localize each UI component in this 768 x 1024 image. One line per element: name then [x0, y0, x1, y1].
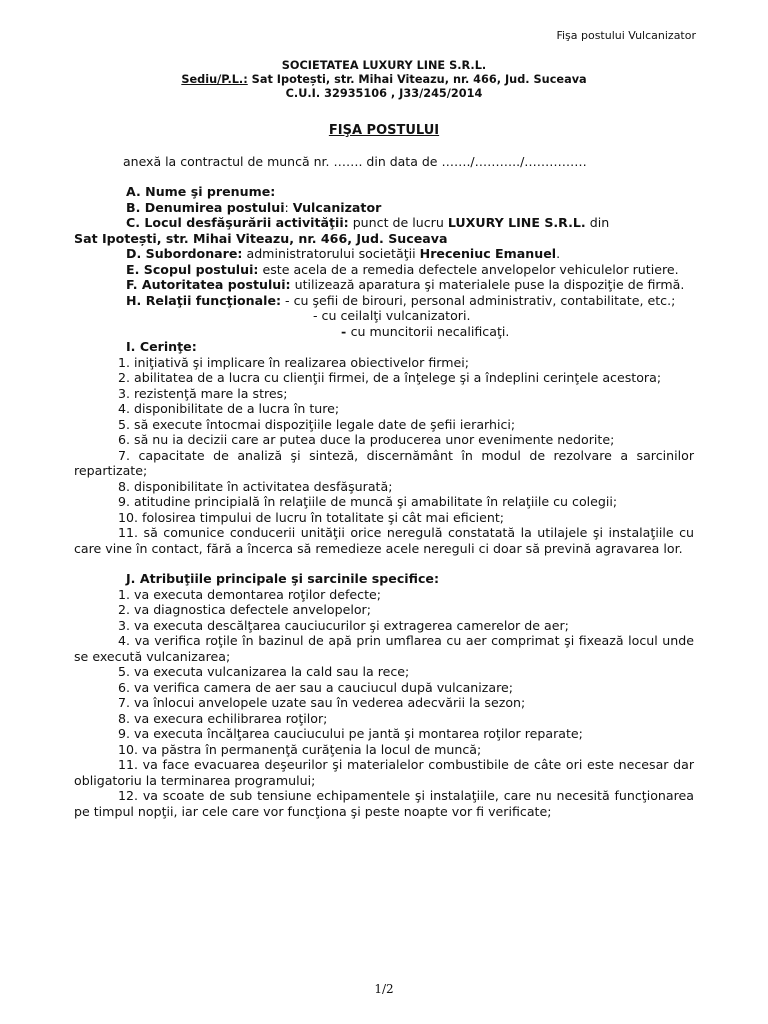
section-c-text1: punct de lucru — [348, 215, 448, 230]
seat-label: Sediu/P.L.: — [181, 73, 248, 86]
section-b-value: Vulcanizator — [292, 199, 382, 215]
spacer — [74, 556, 694, 571]
list-item: 11. să comunice conducerii unităţii orice neregulă constatată la utilajele şi instalaţiile cu care vine în contact, fără a încerca să remedieze acele nereguli ci doar să prevină agravarea lor. — [74, 525, 694, 556]
list-item: 5. să execute întocmai dispoziţiile legale date de şefii ierarhici; — [118, 416, 516, 432]
section-c-label: C. Locul desfăşurării activităţii: — [126, 215, 349, 230]
section-b-label: B. Denumirea postului — [126, 199, 285, 215]
list-item: 1. va executa demontarea roţilor defecte; — [118, 586, 382, 602]
section-h-line3 — [74, 324, 694, 340]
section-b-sep: : — [284, 199, 293, 215]
list-item: 3. va executa descălţarea cauciucurilor şi extragerea camerelor de aer; — [118, 617, 569, 633]
document-body — [74, 184, 694, 819]
section-d-text: administratorului societăţii — [242, 246, 420, 261]
list-item: 4. va verifica roţile în bazinul de apă prin umflarea cu aer comprimat şi fixează locul unde se execută vulcanizarea; — [74, 633, 694, 664]
list-item: 6. va verifica camera de aer sau a cauciucul după vulcanizare; — [118, 679, 513, 695]
section-c-company: LUXURY LINE S.R.L. — [447, 215, 586, 230]
section-c — [74, 215, 694, 231]
section-c-address: Sat Ipotești, str. Mihai Viteazu, nr. 466, Jud. Suceava — [74, 230, 448, 246]
section-a: A. Nume şi prenume: — [126, 184, 276, 199]
section-d — [74, 246, 694, 262]
list-item: 4. disponibilitate de a lucra în ture; — [118, 401, 340, 416]
section-j-label: J. Atribuţiile principale şi sarcinile specifice: — [126, 571, 439, 586]
company-seat — [0, 73, 768, 87]
list-item: 1. iniţiativă şi implicare în realizarea obiectivelor firmei; — [118, 354, 469, 370]
list-item: 9. va executa încălţarea cauciucului pe jantă şi montarea roţilor reparate; — [118, 726, 583, 741]
list-item: 3. rezistenţă mare la stres; — [118, 385, 288, 401]
section-i-list — [74, 355, 694, 557]
section-c-text2: din — [585, 215, 610, 230]
section-i-label: I. Cerinţe: — [126, 339, 197, 354]
section-f — [74, 277, 694, 293]
list-item: 7. va înlocui anvelopele uzate sau în vederea adecvării la sezon; — [118, 695, 526, 710]
section-f-label: F. Autoritatea postului: — [126, 277, 291, 292]
company-name: SOCIETATEA LUXURY LINE S.R.L. — [281, 59, 487, 72]
section-h-line3-text: cu muncitorii necalificaţi. — [350, 323, 510, 339]
list-item: 5. va executa vulcanizarea la cald sau la rece; — [118, 664, 410, 679]
section-f-text: utilizează aparatura şi materialele puse la dispoziţie de firmă. — [290, 277, 685, 292]
list-item: 8. disponibilitate în activitatea desfăşurată; — [118, 478, 393, 494]
seat-address: Sat Ipotești, str. Mihai Viteazu, nr. 466, Jud. Suceava — [247, 73, 587, 86]
list-item: 12. va scoate de sub tensiune echipamentele şi instalaţiile, care nu necesită funcţionarea pe timpul nopţii, iar cele care vor funcţiona şi peste noapte vor fi verificate; — [74, 788, 694, 819]
section-b — [74, 200, 694, 216]
company-block — [0, 59, 768, 101]
section-h-line3-dash: - — [341, 323, 351, 339]
section-h-label: H. Relaţii funcţionale: — [126, 292, 282, 308]
page-number: 1/2 — [374, 982, 394, 996]
list-item: 6. să nu ia decizii care ar putea duce la producerea unor evenimente nedorite; — [118, 432, 615, 447]
document-title: FIŞA POSTULUI — [328, 123, 440, 138]
section-d-end: . — [556, 246, 561, 261]
section-j-list — [74, 587, 694, 820]
list-item: 10. folosirea timpului de lucru în totalitate şi cât mai eficient; — [118, 509, 505, 525]
annex-line: anexă la contractul de muncă nr. ……. din data de ……./………../…………… — [123, 154, 587, 169]
section-d-label: D. Subordonare: — [126, 246, 243, 261]
list-item: 9. atitudine principială în relaţiile de muncă şi amabilitate în relaţiile cu colegii; — [118, 494, 618, 509]
list-item: 11. va face evacuarea deşeurilor şi materialelor combustibile de câte ori este necesar dar obligatoriu la terminarea programului; — [74, 757, 694, 788]
section-e-label: E. Scopul postului: — [126, 261, 259, 277]
section-d-person: Hreceniuc Emanuel — [419, 246, 557, 261]
section-h-line2: - cu ceilalţi vulcanizatori. — [313, 308, 471, 323]
list-item: 8. va execura echilibrarea roţilor; — [118, 710, 328, 726]
document-header-label: Fişa postului Vulcanizator — [556, 29, 696, 42]
section-h — [74, 293, 694, 309]
list-item: 2. abilitatea de a lucra cu clienţii firmei, de a înţelege şi a îndeplini cerinţele acestora; — [118, 370, 662, 385]
section-e — [74, 262, 694, 278]
list-item: 7. capacitate de analiză şi sinteză, discernământ în modul de rezolvare a sarcinilor repartizate; — [74, 447, 694, 478]
section-h-line1: - cu şefii de birouri, personal administrativ, contabilitate, etc.; — [281, 292, 676, 308]
section-e-text: este acela de a remedia defectele anvelopelor vehiculelor rutiere. — [258, 261, 679, 277]
company-registration: C.U.I. 32935106 , J33/245/2014 — [285, 87, 483, 100]
list-item: 2. va diagnostica defectele anvelopelor; — [118, 602, 371, 617]
list-item: 10. va păstra în permanenţă curăţenia la locul de muncă; — [118, 741, 482, 757]
